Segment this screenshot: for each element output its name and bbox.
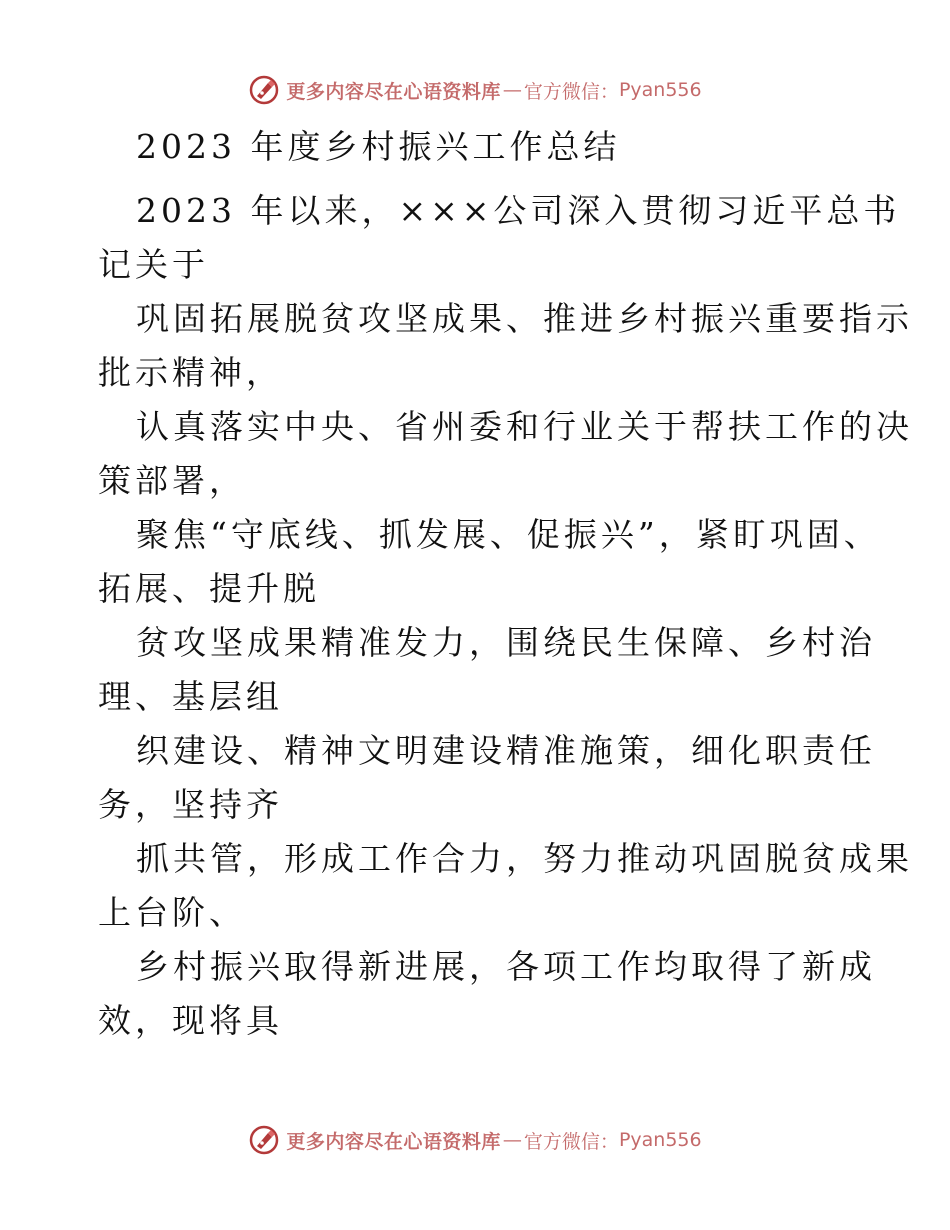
document-lines	[98, 184, 913, 1048]
document-line: 聚焦“守底线、抓发展、促振兴”，紧盯巩固、	[136, 515, 881, 554]
banner-wechat-id: Pyan556	[618, 79, 702, 101]
footer-banner	[0, 1120, 950, 1160]
banner-dash: —	[502, 79, 522, 101]
banner-wechat-label: 官方微信：	[523, 1130, 619, 1153]
document-body	[98, 120, 913, 1048]
pen-nib-seal-icon	[248, 74, 280, 106]
document-title: 2023 年度乡村振兴工作总结	[136, 127, 621, 166]
document-line: 贫攻坚成果精准发力，围绕民生保障、乡村治	[136, 623, 876, 662]
document-line: 上台阶、	[98, 893, 246, 932]
document-line: 认真落实中央、省州委和行业关于帮扶工作的决	[136, 407, 913, 446]
document-line: 理、基层组	[98, 677, 283, 716]
document-line: 抓共管，形成工作合力，努力推动巩固脱贫成果	[136, 839, 913, 878]
document-line: 织建设、精神文明建设精准施策，细化职责任	[136, 731, 876, 770]
document-line: 拓展、提升脱	[98, 569, 320, 608]
document-line: 务，坚持齐	[98, 785, 283, 824]
document-line: 策部署，	[98, 461, 246, 500]
banner-wechat-label: 官方微信：	[523, 80, 619, 103]
banner-wechat-id: Pyan556	[618, 1129, 702, 1151]
banner-dash: —	[502, 1129, 522, 1151]
document-line: 记关于	[98, 245, 209, 284]
pen-nib-seal-icon	[248, 1124, 280, 1156]
document-line: 巩固拓展脱贫攻坚成果、推进乡村振兴重要指示	[136, 299, 913, 338]
document-line: 2023 年以来，×××公司深入贯彻习近平总书	[136, 191, 901, 230]
banner-main-text: 更多内容尽在心语资料库	[286, 1130, 501, 1153]
document-line: 批示精神，	[98, 353, 283, 392]
header-banner	[0, 70, 950, 110]
document-line: 乡村振兴取得新进展，各项工作均取得了新成	[136, 947, 876, 986]
banner-main-text: 更多内容尽在心语资料库	[286, 80, 501, 103]
document-line: 效，现将具	[98, 1001, 283, 1040]
